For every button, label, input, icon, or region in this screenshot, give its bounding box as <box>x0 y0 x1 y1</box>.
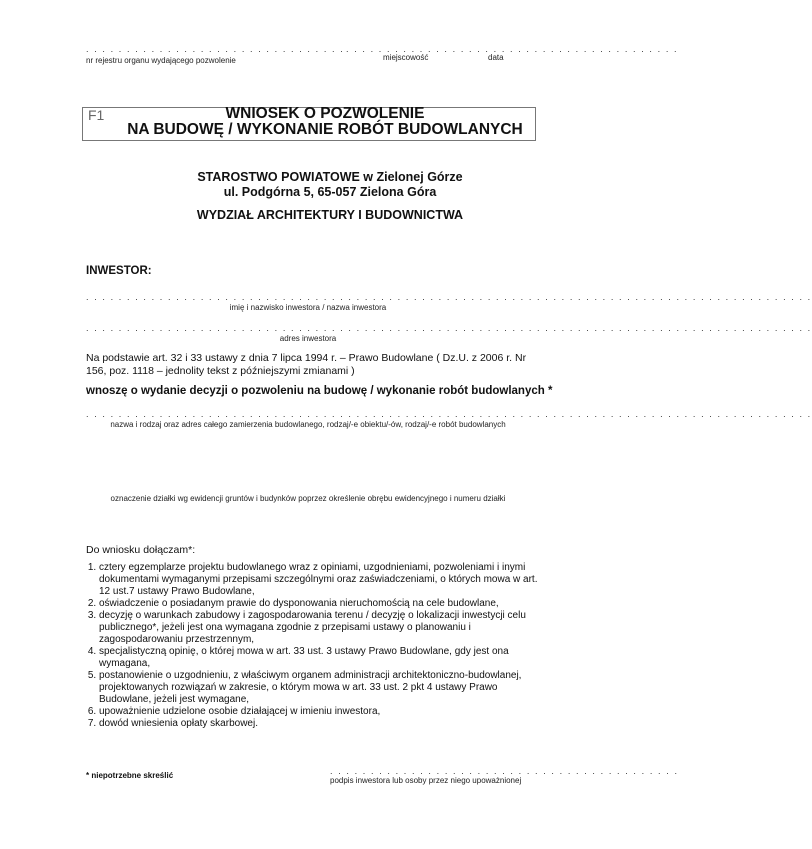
attachment-item: 2. oświadczenie o posiadanym prawie do dysponowania nieruchomością na cele budowlane, <box>99 598 547 610</box>
investor-address-label: adres inwestora <box>279 334 337 343</box>
signature-label: podpis inwestora lub osoby przez niego upoważnionej <box>330 776 522 785</box>
legal-basis-text: Na podstawie art. 32 i 33 ustawy z dnia 7 lipca 1994 r. – Prawo Budowlane ( Dz.U. z 2006 r. Nr 156, poz. 1118 – jednolity tekst z późniejszymi zmianami ) <box>86 352 527 377</box>
attachments-list <box>86 562 547 730</box>
attachment-item: 3. decyzję o warunkach zabudowy i zagospodarowania terenu / decyzję o lokalizacji inwestycji celu publicznego*, jeżeli jest ona wymagana zgodnie z przepisami ustawy o planowaniu i zagospodarowaniu przestrzennym, <box>99 610 547 646</box>
investor-name-label: imię i nazwisko inwestora / nazwa inwestora <box>229 303 387 312</box>
form-title <box>120 106 530 138</box>
attachment-item: 4. specjalistyczną opinię, o której mowa w art. 33 ust. 3 ustawy Prawo Budowlane, gdy jest ona wymagana, <box>99 646 547 670</box>
form-code: F1 <box>88 107 105 123</box>
place-date-field[interactable]: . . . . . . . . . . . . . . . . . . . . . . . . . . . . . . . . . . . . . . . . . <box>346 44 679 54</box>
project-description-label: nazwa i rodzaj oraz adres całego zamierzenia budowlanego, rodzaj/-e obiektu/-ów, rodzaj/-e robót budowlanych <box>110 420 506 429</box>
attachment-item: 7. dowód wniesienia opłaty skarbowej. <box>99 718 547 730</box>
department-name: WYDZIAŁ ARCHITEKTURY I BUDOWNICTWA <box>196 208 464 222</box>
footnote: * niepotrzebne skreślić <box>86 771 174 780</box>
project-description-field[interactable]: . . . . . . . . . . . . . . . . . . . . . . . . . . . . . . . . . . . . . . . . . . . . . . . . . . . . . . . . . . . . . . . . . . . . . . . . . . . . . . . . . . . . . . . . . <box>86 409 812 419</box>
office-street: ul. Podgórna 5, 65-057 Zielona Góra <box>223 184 437 199</box>
attachment-item: 1. cztery egzemplarze projektu budowlanego wraz z opiniami, uzgodnieniami, pozwoleniami i inymi dokumentami wymaganymi przepisami szczególnymi oraz zaświadczeniami, o których mowa w art. 12 ust.7 ustawy Prawo Budowlane, <box>99 562 547 598</box>
request-statement: wnoszę o wydanie decyzji o pozwoleniu na budowę / wykonanie robót budowlanych * <box>86 385 553 397</box>
investor-heading: INWESTOR: <box>86 265 152 277</box>
office-name: STAROSTWO POWIATOWE w Zielonej Górze <box>197 170 463 184</box>
attachment-item: 5. postanowienie o uzgodnieniu, z właściwym organem administracji architektoniczno-budowlanej, projektowanych rozwiązań w zakresie, o którym mowa w art. 33 ust. 2 pkt 4 ustawy Prawo Budowlane, jeżeli jest wymagane, <box>99 670 547 706</box>
investor-name-field[interactable]: . . . . . . . . . . . . . . . . . . . . . . . . . . . . . . . . . . . . . . . . . . . . . . . . . . . . . . . . . . . . . . . . . . . . . . . . . . . . . . . . . . . . . . . . . <box>86 292 812 302</box>
investor-address-field[interactable]: . . . . . . . . . . . . . . . . . . . . . . . . . . . . . . . . . . . . . . . . . . . . . . . . . . . . . . . . . . . . . . . . . . . . . . . . . . . . . . . . . . . . . . . . . <box>86 323 812 333</box>
registry-number-field[interactable]: . . . . . . . . . . . . . . . . . . . . . . . . . . . . . . . . <box>86 44 345 54</box>
signature-field[interactable]: . . . . . . . . . . . . . . . . . . . . . . . . . . . . . . . . . . . . . . . . . . . <box>330 766 679 776</box>
attachments-intro: Do wniosku dołączam*: <box>86 544 196 556</box>
place-label: miejscowość <box>383 53 429 62</box>
attachment-item: 6. upoważnienie udzielone osobie działającej w imieniu inwestora, <box>99 706 547 718</box>
registry-number-label: nr rejestru organu wydającego pozwolenie <box>86 56 236 65</box>
date-label: data <box>488 53 504 62</box>
plot-designation-label: oznaczenie działki wg ewidencji gruntów i budynków poprzez określenie obrębu ewidencyjnego i numeru działki <box>110 494 506 503</box>
office-address <box>160 170 500 199</box>
form-title-line2: NA BUDOWĘ / WYKONANIE ROBÓT BUDOWLANYCH <box>127 121 523 138</box>
form-title-line1: WNIOSEK O POZWOLENIE <box>225 105 425 122</box>
